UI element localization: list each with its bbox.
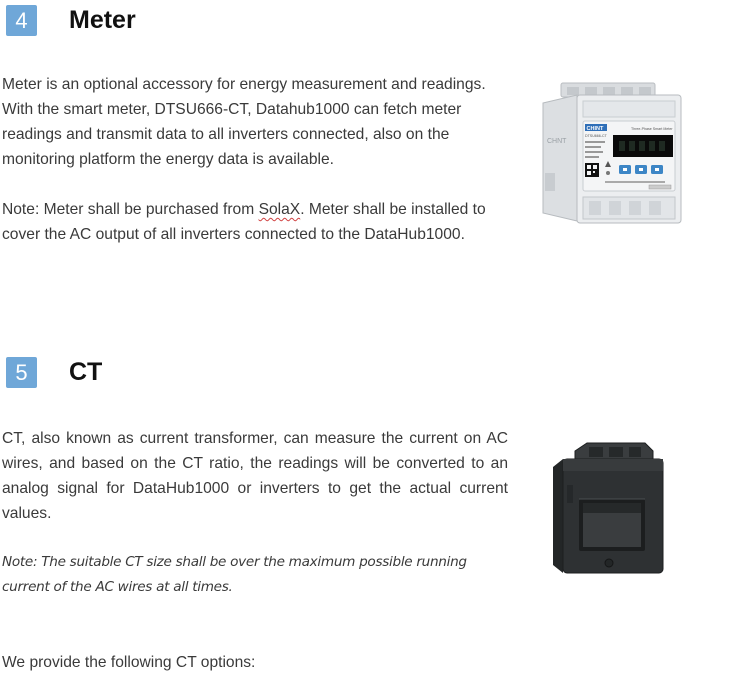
section-number-badge: 4 (6, 5, 37, 36)
meter-note (2, 197, 508, 247)
smart-meter-image (539, 81, 685, 228)
meter-section-title: Meter (69, 6, 136, 34)
ct-options-intro: We provide the following CT options: (2, 654, 256, 671)
meter-model-label: DTSU666-CT (585, 134, 607, 138)
meter-side-label: CHNT (547, 138, 567, 145)
ct-description: CT, also known as current transformer, can measure the current on AC wires, and based on the CT ratio, the readings will be converted to an analog signal for DataHub1000 or inverters to get the actual current values. (2, 430, 508, 522)
section-number-badge: 5 (6, 357, 37, 388)
ct-illustration (549, 441, 667, 580)
meter-note-end: . Meter shall be installed to cover the AC output of all inverters connected to the DataHub1000. (2, 201, 486, 243)
meter-section-header (6, 5, 136, 36)
current-transformer-image (549, 441, 667, 580)
smart-meter-illustration (539, 81, 685, 228)
ct-section-header (6, 357, 102, 388)
meter-note-start: Note: Meter shall be purchased from (2, 201, 259, 218)
solax-brand: SolaX (258, 201, 301, 218)
ct-note: Note: The suitable CT size shall be over the maximum possible running current of the AC wires at all times. (2, 554, 467, 595)
meter-description: Meter is an optional accessory for energy measurement and readings. With the smart meter, DTSU666-CT, Datahub1000 can fetch meter readings and transmit data to all inverters connected, also on the monitoring platform the energy data is available. (2, 76, 486, 168)
meter-brand: CHINT (586, 126, 604, 132)
ct-section-title: CT (69, 358, 103, 386)
meter-display-title: Three-Phase Smart Meter (631, 127, 673, 131)
